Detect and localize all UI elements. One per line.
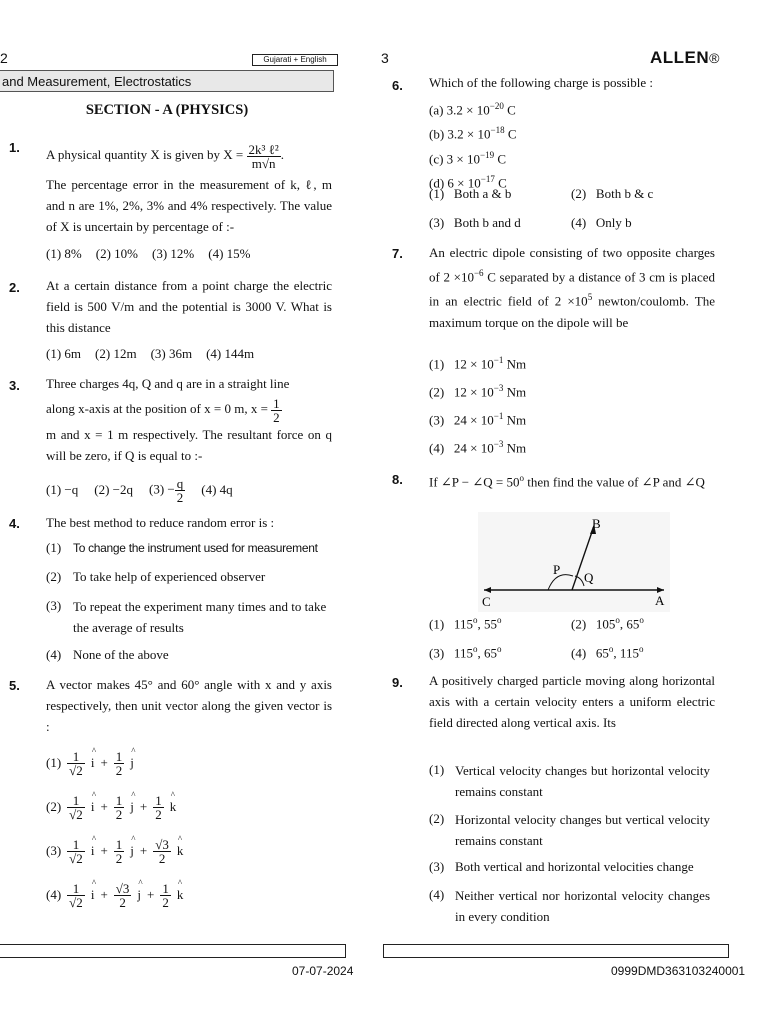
choice-exp: −17 [480, 173, 495, 184]
plus-sign: + [100, 887, 108, 902]
q3-line-3: m and x = 1 m respectively. The resultant force on q will be zero, if Q is equal to :- [46, 427, 332, 463]
frac-den: 2 [162, 894, 169, 910]
q6-option-1[interactable]: (1) Both a & b [429, 186, 512, 201]
q3-line-1: Three charges 4q, Q and q are in a straight line [46, 376, 290, 391]
q8-option-2[interactable]: (2) 105$^o$, 65$^o$ [571, 615, 644, 632]
frac-den: √2 [69, 806, 83, 822]
q1-options [46, 244, 336, 264]
footer-code: 0999DMD363103240001 [611, 964, 746, 978]
q5-opt2-frac-b [114, 794, 125, 821]
q5-opt3-frac-b [114, 838, 125, 865]
q8-option-4[interactable]: (4) 65$^o$, 115$^o$ [571, 644, 644, 661]
question-6: Which of the following charge is possible : [429, 75, 653, 90]
frac-den: √2 [69, 762, 83, 778]
q9-opt1-label: (1) [429, 762, 445, 777]
question-3-number: 3. [9, 378, 20, 393]
q9-opt4-label: (4) [429, 887, 445, 902]
i-hat: ^ i [91, 843, 95, 859]
label-p: P [553, 562, 561, 577]
q8-option-3[interactable]: (3) 115$^o$, 65$^o$ [429, 644, 502, 661]
opt-unit: Nm [503, 412, 527, 428]
diagram-background [478, 512, 670, 612]
footer-date: 07-07-2024 [292, 964, 354, 978]
choice-unit: C [504, 126, 517, 142]
frac-num: 1 [67, 794, 85, 808]
q3-option-3-label: (3) − [149, 480, 175, 496]
opt-exp: −1 [493, 355, 504, 365]
frac-num: √3 [155, 836, 169, 852]
opt-base: (4) 24 × 10 [429, 440, 494, 456]
q6-option-2[interactable]: (2) Both b & c [571, 186, 654, 201]
angle-p: 115 [453, 645, 473, 661]
opt-unit: Nm [503, 356, 527, 372]
q5-option-4[interactable] [46, 874, 183, 916]
q3-option-3-den: 2 [176, 489, 184, 505]
q5-opt1-frac-b [114, 750, 125, 777]
frac-den: 2 [158, 850, 166, 866]
q9-opt3-label: (3) [429, 859, 445, 874]
label-c: C [482, 594, 491, 609]
right-page-number: 3 [381, 50, 389, 66]
registered-mark: ® [709, 50, 720, 66]
opt-exp: −3 [493, 383, 504, 393]
frac-num: 1 [115, 748, 123, 764]
q3-option-3-frac [175, 477, 186, 504]
label-a: A [655, 593, 665, 608]
q5-opt3-label: (3) [46, 843, 62, 858]
q4-opt2-label: (2) [46, 569, 62, 584]
q3-option-3-num: q [176, 475, 184, 491]
question-1: A physical quantity X is given by X = $\frac{\text{2k³ ℓ²}}{m√n}$ . The percentage error in the measurement of k, ℓ, m and n are 1%, 2%, 3% and 4% respectively. The value of X is uncertain by percentage of :- [46, 136, 332, 237]
angle-q: 65 [626, 616, 640, 632]
allen-logo [650, 48, 720, 68]
choice-unit: C [494, 175, 507, 191]
frac-den: 2 [119, 894, 126, 910]
q7-exp-1: −6 [473, 268, 484, 278]
choice-exp: −20 [489, 101, 504, 111]
plus-sign: + [100, 755, 108, 770]
frac-num: √3 [115, 880, 130, 896]
frac-num: 1 [155, 792, 162, 808]
chapter-banner: and Measurement, Electrostatics [0, 70, 334, 92]
language-badge: Gujarati + English [252, 54, 338, 66]
q1-formula [247, 143, 281, 170]
q6-option-3[interactable]: (3) Both b and d [429, 215, 521, 230]
q9-option-2[interactable]: Horizontal velocity changes but vertical velocity remains constant [455, 812, 710, 848]
q3-option-4[interactable]: (4) 4q [201, 482, 233, 497]
q7-option-3[interactable] [429, 411, 526, 428]
plus-sign: + [147, 887, 155, 902]
choice-unit: C [494, 150, 507, 166]
q3-option-1[interactable]: (1) −q [46, 482, 79, 497]
question-3 [46, 373, 332, 466]
question-4-number: 4. [9, 516, 20, 531]
choice-unit: C [503, 102, 516, 118]
question-1-number: 1. [9, 140, 20, 155]
question-8-number: 8. [392, 472, 403, 487]
frac-num: 1 [115, 836, 123, 852]
left-page-number: 2 [0, 50, 8, 66]
choice-base: (b) 3.2 × 10 [429, 126, 491, 142]
q1-rest: The percentage error in the measurement of k, ℓ, m and n are 1%, 2%, 3% and 4% respectively. The value of X is uncertain by percentage of :- [46, 177, 332, 234]
question-6-number: 6. [392, 78, 403, 93]
q3-frac-num: 1 [273, 395, 280, 411]
label-b: B [592, 516, 601, 531]
frac-den: √2 [69, 894, 83, 910]
plus-sign: + [100, 799, 108, 814]
q5-opt3-frac-a [67, 838, 85, 865]
q9-option-4[interactable]: Neither vertical nor horizontal velocity changes in every condition [455, 888, 710, 924]
section-title: SECTION - A (PHYSICS) [85, 102, 249, 118]
j-hat: ^ j [137, 887, 141, 903]
j-hat: ^ j [130, 843, 134, 859]
q2-option-2[interactable]: (2) 12m [95, 346, 137, 361]
i-hat: ^ i [91, 755, 95, 771]
q3-options [46, 474, 336, 506]
q1-option-2[interactable]: (2) 10% [95, 246, 138, 261]
opt-label: (2) [571, 616, 587, 632]
opt-label: (1) [429, 616, 445, 632]
q8-text-1: If ∠P − ∠Q = 50 [429, 474, 520, 490]
q7-text-1: An electric dipole consisting of two opposite charges of 2 ×10 [429, 245, 715, 285]
frac-num: 1 [115, 792, 123, 808]
q5-opt3-frac-c [153, 838, 171, 865]
q7-text-3: newton/coulomb. The maximum torque on the dipole will be [429, 293, 715, 330]
q4-opt3-label: (3) [46, 598, 62, 613]
q2-option-4[interactable]: (4) 144m [206, 346, 255, 361]
opt-base: (3) 24 × 10 [429, 412, 494, 428]
q6-choice-c [429, 145, 517, 169]
choice-base: (a) 3.2 × 10 [429, 102, 490, 118]
label-q: Q [584, 570, 594, 585]
frac-num: 1 [67, 882, 85, 896]
opt-exp: −1 [493, 411, 504, 421]
q5-opt2-frac-c [153, 794, 164, 821]
q1-formula-num: 2k³ ℓ² [248, 141, 279, 157]
q5-opt4-frac-a [67, 882, 85, 909]
logo-text: ALLEN [650, 48, 710, 67]
frac-den: 2 [115, 762, 123, 778]
q1-lead: A physical quantity X is given by X = [46, 147, 244, 162]
q1-option-1[interactable]: (1) 8% [46, 246, 82, 261]
angle-diagram [478, 512, 670, 612]
j-hat: ^ j [130, 755, 134, 771]
q3-frac-den: 2 [273, 409, 280, 425]
q8-text-2: then find the value of ∠P and ∠Q [524, 474, 705, 490]
question-7 [429, 242, 715, 333]
q5-option-3[interactable] [46, 830, 183, 872]
q3-fraction [271, 397, 282, 424]
frac-num: 1 [162, 880, 169, 896]
q2-option-3[interactable]: (3) 36m [150, 346, 193, 361]
q5-opt4-frac-c [160, 882, 171, 909]
q5-opt1-frac-a [67, 750, 85, 777]
frac-den: 2 [155, 806, 162, 822]
q4-option-1[interactable]: To change the instrument used for measurement [73, 541, 318, 555]
question-9-number: 9. [392, 675, 403, 690]
q4-opt4-label: (4) [46, 647, 62, 662]
question-4: The best method to reduce random error is : [46, 515, 275, 530]
q7-text-2: C separated by a distance of 3 cm is placed in an electric field of 2 ×10 [429, 269, 715, 309]
opt-base: (2) 12 × 10 [429, 384, 494, 400]
q5-opt2-frac-a [67, 794, 85, 821]
plus-sign: + [100, 843, 108, 858]
choice-base: (d) 6 × 10 [429, 175, 481, 191]
angle-p: 115 [453, 616, 473, 632]
q3-option-3[interactable] [149, 477, 185, 504]
j-hat: ^ j [130, 799, 134, 815]
footer-rule-right [383, 944, 729, 958]
frac-den: √2 [69, 850, 83, 866]
q8-option-1[interactable]: (1) 115$^o$, 55$^o$ [429, 615, 502, 632]
q2-option-1[interactable]: (1) 6m [46, 346, 82, 361]
q6-choices [429, 96, 517, 193]
footer-rule-left [0, 944, 346, 958]
q3-line-2: along x-axis at the position of x = 0 m, x = [46, 401, 268, 416]
choice-base: (c) 3 × 10 [429, 150, 481, 166]
angle-q: 55 [483, 616, 497, 632]
q4-option-3[interactable]: To repeat the experiment many times and to take the average of results [73, 599, 327, 635]
i-hat: ^ i [91, 887, 95, 903]
q1-option-4[interactable]: (4) 15% [208, 246, 251, 261]
frac-num: 1 [67, 750, 85, 764]
q6-option-4[interactable]: (4) Only b [571, 215, 632, 230]
opt-base: (1) 12 × 10 [429, 356, 494, 372]
q6-choice-a [429, 96, 517, 120]
opt-label: (4) [571, 645, 587, 661]
q5-option-1[interactable] [46, 742, 134, 784]
q4-opt1-label: (1) [46, 540, 62, 555]
angle-p: 105 [595, 616, 616, 632]
question-2-number: 2. [9, 280, 20, 295]
q5-opt1-label: (1) [46, 755, 62, 770]
q7-exp-2: 5 [587, 292, 593, 303]
q1-formula-den: m√n [251, 155, 276, 171]
frac-num: 1 [67, 838, 85, 852]
angle-q: 65 [483, 645, 497, 661]
question-9: A positively charged particle moving along horizontal axis with a certain velocity enters a uniform electric field directed along vertical axis. Its [429, 673, 715, 730]
q5-option-2[interactable] [46, 786, 176, 828]
q3-option-2[interactable]: (2) −2q [94, 482, 133, 497]
q7-option-2[interactable] [429, 383, 526, 400]
q7-option-1[interactable] [429, 355, 526, 372]
opt-unit: Nm [503, 384, 527, 400]
opt-label: (3) [429, 645, 445, 661]
q1-option-3[interactable]: (3) 12% [152, 246, 195, 261]
q8-degree: o [519, 473, 524, 483]
question-2: At a certain distance from a point charge the electric field is 500 V/m and the potential is 3000 V. What is this distance [46, 278, 332, 335]
q9-opt2-label: (2) [429, 811, 445, 826]
q6-choice-b [429, 120, 517, 144]
plus-sign: + [139, 843, 148, 858]
q9-option-1[interactable]: Vertical velocity changes but horizontal velocity remains constant [455, 763, 710, 799]
frac-den: 2 [115, 850, 123, 866]
opt-unit: Nm [503, 440, 527, 456]
question-5: A vector makes 45° and 60° angle with x and y axis respectively, then unit vector along the given vector is : [46, 677, 332, 734]
q5-opt4-label: (4) [46, 887, 62, 902]
q9-option-3[interactable]: Both vertical and horizontal velocities change [455, 859, 694, 874]
angle-p: 65 [595, 645, 609, 661]
plus-sign: + [139, 799, 148, 814]
frac-den: 2 [115, 806, 123, 822]
k-hat: ^ k [177, 887, 184, 903]
q4-option-4[interactable]: None of the above [73, 647, 169, 662]
question-7-number: 7. [392, 246, 403, 261]
angle-q: 115 [619, 645, 639, 661]
k-hat: ^ k [170, 799, 177, 815]
question-5-number: 5. [9, 678, 20, 693]
k-hat: ^ k [177, 843, 184, 859]
q5-opt2-label: (2) [46, 799, 62, 814]
choice-exp: −18 [490, 125, 505, 136]
q4-option-2[interactable]: To take help of experienced observer [73, 569, 266, 584]
q2-options [46, 344, 336, 364]
choice-exp: −19 [480, 149, 495, 160]
q5-opt4-frac-b [114, 882, 132, 909]
q7-option-4[interactable] [429, 439, 526, 456]
i-hat: ^ i [91, 799, 95, 815]
opt-exp: −3 [493, 439, 504, 449]
question-8 [429, 468, 715, 492]
